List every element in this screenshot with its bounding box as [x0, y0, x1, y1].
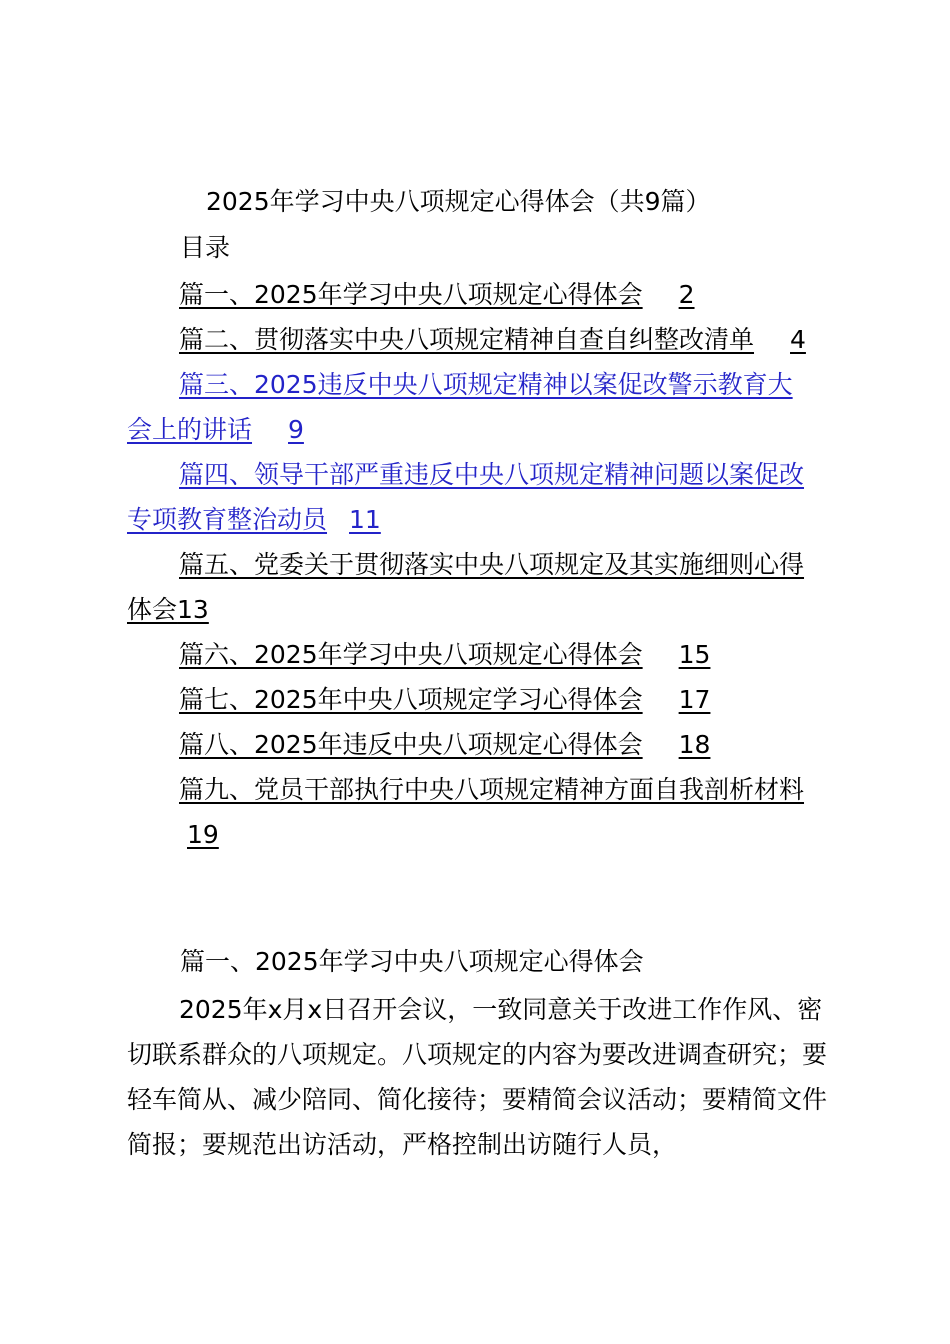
- toc-item-page: 19: [187, 820, 219, 849]
- toc-item-text: 篇二、贯彻落实中央八项规定精神自查自纠整改清单: [179, 325, 755, 354]
- toc-item-text: 篇七、2025年中央八项规定学习心得体会: [179, 685, 643, 714]
- toc-item-4[interactable]: [127, 452, 817, 542]
- toc-item-text: 篇六、2025年学习中央八项规定心得体会: [179, 640, 643, 669]
- toc-item-text: 篇五、党委关于贯彻落实中央八项规定及其实施细则心得体会: [127, 550, 805, 624]
- toc-item-text: 篇八、2025年违反中央八项规定心得体会: [179, 730, 643, 759]
- toc-item-7[interactable]: [127, 677, 827, 722]
- toc-item-text: 篇一、2025年学习中央八项规定心得体会: [179, 280, 643, 309]
- toc-item-6[interactable]: [127, 632, 827, 677]
- toc-item-page: 15: [678, 640, 711, 669]
- toc-item-text: 篇九、党员干部执行中央八项规定精神方面自我剖析材料: [179, 775, 805, 804]
- document-title: 2025年学习中央八项规定心得体会（共9篇）: [206, 187, 711, 216]
- toc-item-8[interactable]: [127, 722, 827, 767]
- toc-item-page: 13: [177, 595, 209, 624]
- section-heading: 篇一、2025年学习中央八项规定心得体会: [180, 947, 644, 976]
- table-of-contents: [127, 272, 827, 857]
- toc-item-page: 9: [288, 415, 304, 444]
- toc-item-text: 篇四、领导干部严重违反中央八项规定精神问题以案促改专项教育整治动员: [127, 460, 805, 534]
- toc-item-3[interactable]: [127, 362, 817, 452]
- toc-item-page: 2: [678, 280, 695, 309]
- toc-item-page: 4: [790, 325, 806, 354]
- toc-item-5[interactable]: [127, 542, 817, 632]
- body-paragraph: 2025年x月x日召开会议，一致同意关于改进工作作风、密切联系群众的八项规定。八项规定的内容为要改进调查研究；要轻车简从、减少陪同、简化接待；要精简会议活动；要精简文件简报；要规范出访活动，严格控制出访随行人员，: [127, 995, 828, 1159]
- toc-item-2[interactable]: [127, 317, 827, 362]
- toc-item-page: 18: [678, 730, 711, 759]
- toc-item-text: 篇三、2025违反中央八项规定精神以案促改警示教育大会上的讲话: [127, 370, 793, 444]
- toc-label: 目录: [180, 233, 231, 262]
- toc-item-page: 11: [349, 505, 381, 534]
- toc-item-1[interactable]: [127, 272, 827, 317]
- toc-item-page: 17: [678, 685, 711, 714]
- toc-item-9[interactable]: [127, 767, 817, 857]
